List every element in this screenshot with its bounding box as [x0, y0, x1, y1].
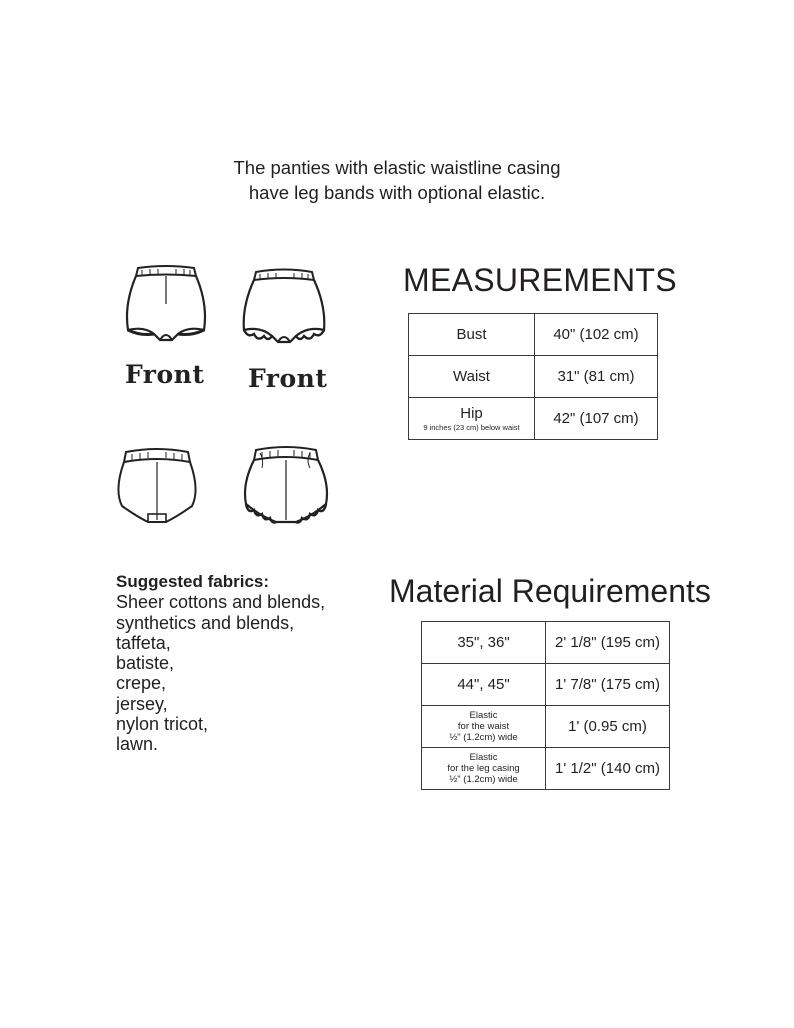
material-value-35-36: 2' 1/8" (195 cm) — [546, 622, 670, 664]
measurement-label-hip: Hip — [460, 405, 483, 422]
measurement-cell-hip — [409, 398, 535, 440]
list-item: taffeta, — [116, 632, 171, 653]
intro-line-2: have leg bands with optional elastic. — [248, 182, 546, 203]
list-item: Sheer cottons and blends, — [116, 592, 326, 613]
fabrics-heading: Suggested fabrics: — [116, 572, 270, 591]
measurements-heading: MEASUREMENTS — [403, 262, 677, 298]
measurement-label-waist: Waist — [409, 356, 535, 398]
measurement-label-bust: Bust — [409, 314, 535, 356]
elastic-waist-line-3: ½" (1.2cm) wide — [449, 732, 518, 743]
elastic-waist-line-2: for the waist — [457, 721, 510, 732]
list-item: synthetics and blends, — [116, 612, 295, 633]
material-label-elastic-leg — [422, 748, 546, 790]
list-item: jersey, — [116, 693, 168, 714]
material-requirements-table — [421, 621, 670, 790]
table-row — [422, 664, 670, 706]
panties-back-sketch-plain — [114, 446, 200, 530]
material-value-elastic-waist: 1' (0.95 cm) — [546, 706, 670, 748]
material-label-elastic-waist — [422, 706, 546, 748]
table-row — [422, 622, 670, 664]
elastic-waist-line-1: Elastic — [469, 710, 498, 721]
measurement-value-waist: 31" (81 cm) — [535, 356, 658, 398]
intro-text — [0, 155, 794, 205]
suggested-fabrics — [116, 572, 325, 755]
table-row — [409, 356, 658, 398]
intro-line-1: The panties with elastic waistline casing — [233, 157, 561, 178]
material-value-44-45: 1' 7/8" (175 cm) — [546, 664, 670, 706]
measurement-value-bust: 40" (102 cm) — [535, 314, 658, 356]
material-value-elastic-leg: 1' 1/2" (140 cm) — [546, 748, 670, 790]
list-item: nylon tricot, — [116, 714, 209, 735]
table-row — [409, 314, 658, 356]
list-item: crepe, — [116, 673, 167, 694]
table-row — [422, 706, 670, 748]
front-label-right: Front — [248, 364, 328, 393]
measurement-value-hip: 42" (107 cm) — [535, 398, 658, 440]
elastic-leg-line-3: ½" (1.2cm) wide — [449, 774, 518, 785]
panties-front-sketch-ruffled — [238, 266, 330, 350]
list-item: batiste, — [116, 653, 175, 674]
table-row — [409, 398, 658, 440]
material-label-44-45: 44", 45" — [422, 664, 546, 706]
measurement-note-hip: 9 inches (23 cm) below waist — [423, 423, 520, 432]
front-label-left: Front — [125, 360, 205, 389]
table-row — [422, 748, 670, 790]
material-requirements-heading: Material Requirements — [389, 573, 711, 609]
elastic-leg-line-2: for the leg casing — [447, 763, 520, 774]
panties-back-sketch-ruffled — [240, 444, 332, 530]
panties-front-sketch-plain — [120, 264, 212, 348]
list-item: lawn. — [116, 734, 159, 755]
material-label-35-36: 35", 36" — [422, 622, 546, 664]
measurements-table — [408, 313, 658, 440]
elastic-leg-line-1: Elastic — [469, 752, 498, 763]
